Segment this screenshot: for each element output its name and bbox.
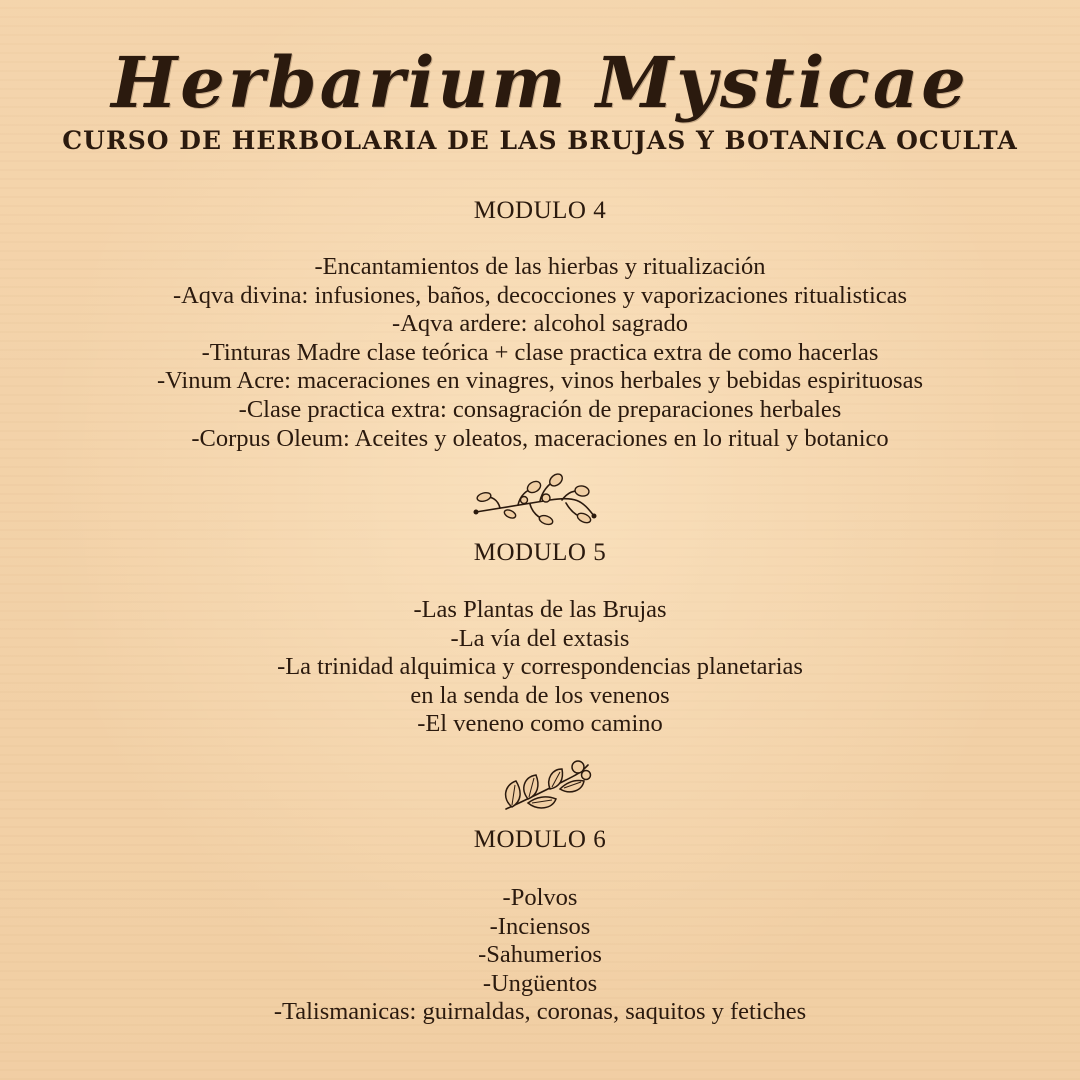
list-item: -Ungüentos [482, 969, 598, 997]
module-5-heading: MODULO 5 [473, 539, 607, 566]
list-item: -Aqva ardere: alcohol sagrado [392, 310, 688, 338]
list-item: -Inciensos [489, 912, 591, 940]
list-item: -La vía del extasis [450, 624, 630, 652]
list-item: -La trinidad alquimica y correspondencias planetarias [277, 653, 803, 681]
list-item: -Las Plantas de las Brujas [413, 596, 667, 623]
list-item: -Sahumerios [478, 941, 602, 969]
list-item: -El veneno como camino [417, 710, 663, 738]
list-item: en la senda de los venenos [410, 681, 670, 709]
page-subtitle: CURSO DE HERBOLARIA DE LAS BRUJAS Y BOTANICA OCULTA [62, 126, 1018, 155]
list-item: -Vinum Acre: maceraciones en vinagres, vinos herbales y bebidas espirituosas [157, 367, 923, 395]
list-item: -Tinturas Madre clase teórica + clase practica extra de como hacerlas [201, 338, 879, 366]
list-item: -Talismanicas: guirnaldas, coronas, saquitos y fetiches [273, 998, 807, 1026]
list-item: -Polvos [502, 884, 578, 911]
leaf-branch-icon [498, 755, 594, 815]
list-item: -Corpus Oleum: Aceites y oleatos, maceraciones en lo ritual y botanico [191, 424, 889, 452]
module-4-heading: MODULO 4 [473, 197, 607, 224]
list-item: -Encantamientos de las hierbas y ritualización [314, 253, 766, 280]
module-4-list [0, 253, 1080, 453]
page-title: Herbarium Mysticae [111, 41, 969, 124]
module-5-list [0, 596, 1080, 739]
list-item: -Clase practica extra: consagración de preparaciones herbales [238, 395, 842, 423]
module-6-list [0, 884, 1080, 1027]
list-item: -Aqva divina: infusiones, baños, decocciones y vaporizaciones ritualisticas [172, 281, 908, 309]
module-6-heading: MODULO 6 [473, 826, 607, 853]
herb-sprig-icon [470, 470, 600, 530]
